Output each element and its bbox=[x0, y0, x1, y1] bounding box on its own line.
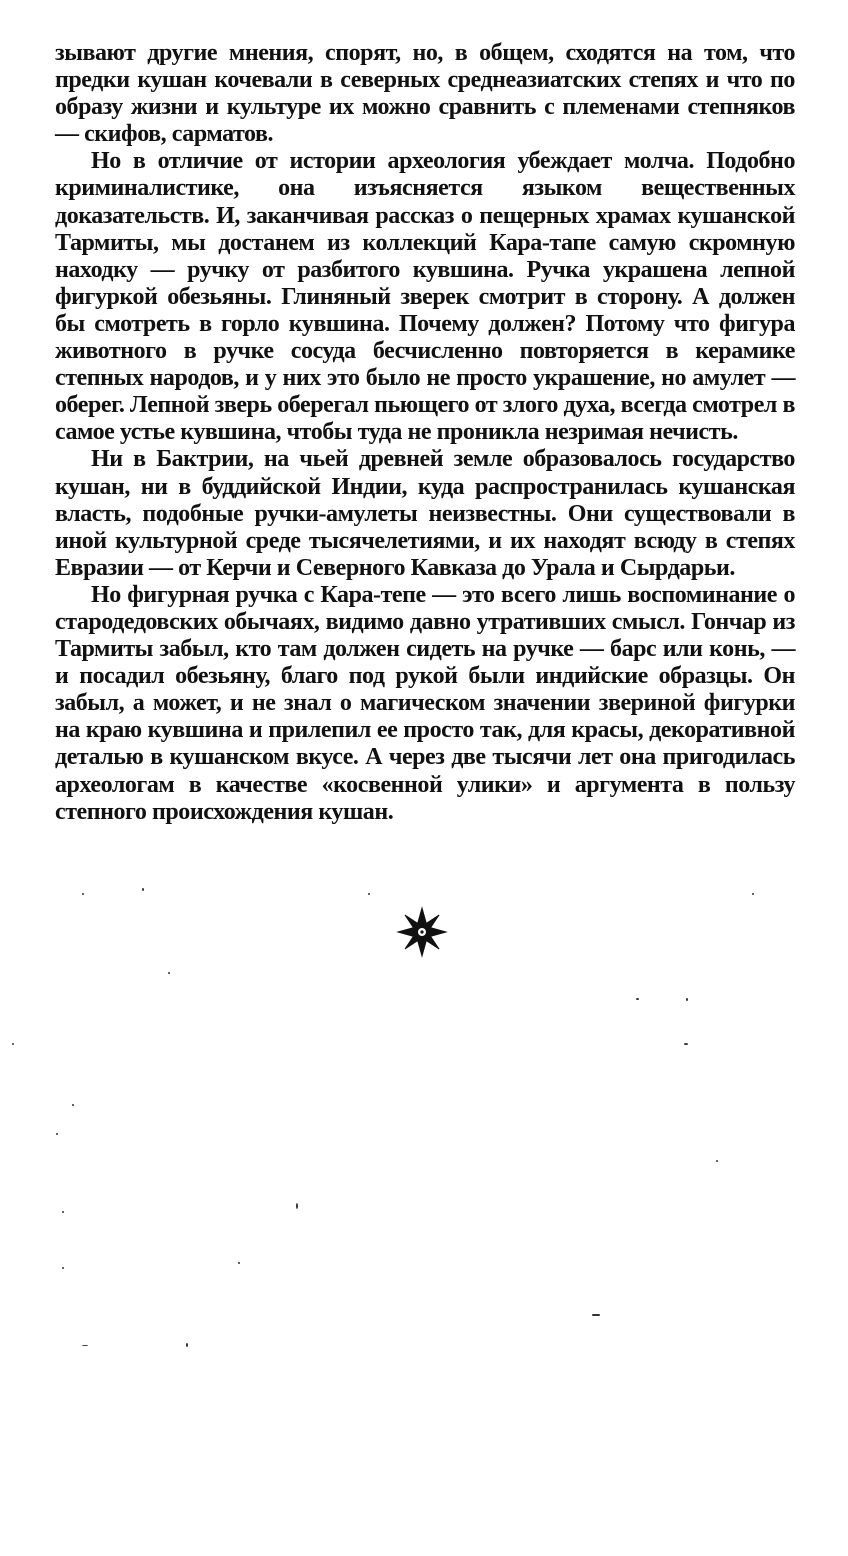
scan-speck bbox=[592, 1314, 600, 1316]
scan-speck bbox=[56, 1133, 58, 1135]
scan-speck bbox=[142, 888, 144, 891]
eight-point-star-icon bbox=[396, 906, 448, 958]
scan-speck bbox=[62, 1267, 64, 1269]
scan-speck bbox=[686, 998, 688, 1001]
scan-speck bbox=[368, 893, 370, 895]
body-text bbox=[55, 40, 795, 826]
scan-speck bbox=[684, 1043, 688, 1045]
scan-speck bbox=[186, 1343, 188, 1347]
paragraph-3: Ни в Бактрии, на чьей древней земле образовалось государство кушан, ни в буддийской Индии, куда распространилась кушанская власть, подобные ручки-амулеты неизвестны. Они существовали в иной культурной среде тысячелетиями, и их находят всюду в степях Евразии — от Керчи и Северного Кавказа до Урала и Сырдарьи. bbox=[55, 446, 795, 581]
paragraph-2: Но в отличие от истории археология убеждает молча. Подобно криминалистике, она изъясняется языком вещественных доказательств. И, заканчивая рассказ о пещерных храмах кушанской Тармиты, мы достанем из коллекций Кара-тапе самую скромную находку — ручку от разбитого кувшина. Ручка украшена лепной фигуркой обезьяны. Глиняный зверек смотрит в сторону. А должен бы смотреть в горло кувшина. Почему должен? Потому что фигура животного в ручке сосуда бесчисленно повторяется в керамике степных народов, и у них это было не просто украшение, но амулет — оберег. Лепной зверь оберегал пьющего от злого духа, всегда смотрел в самое устье кувшина, чтобы туда не проникла незримая нечисть. bbox=[55, 148, 795, 446]
scan-speck bbox=[238, 1262, 240, 1264]
paragraph-4: Но фигурная ручка с Кара-тепе — это всего лишь воспоминание о стародедовских обычаях, видимо давно утративших смысл. Гончар из Тармиты забыл, кто там должен сидеть на ручке — барс или конь, — и посадил обезьяну, благо под рукой были индийские образцы. Он забыл, а может, и не знал о магическом значении звериной фигурки на краю кувшина и прилепил ее просто так, для красы, декоративной деталью в кушанском вкусе. А через две тысячи лет она пригодилась археологам в качестве «косвенной улики» и аргумента в пользу степного происхождения кушан. bbox=[55, 581, 795, 825]
scan-speck bbox=[82, 893, 84, 895]
paragraph-1: зывают другие мнения, спорят, но, в общем, сходятся на том, что предки кушан кочевали в северных среднеазиатских степях и что по образу жизни и культуре их можно сравнить с племенами степняков — скифов, сарматов. bbox=[55, 40, 795, 148]
scan-speck bbox=[716, 1160, 718, 1162]
scan-speck bbox=[636, 998, 639, 1000]
scan-speck bbox=[62, 1211, 64, 1213]
scan-speck bbox=[82, 1345, 88, 1346]
scan-speck bbox=[12, 1043, 14, 1045]
scan-speck bbox=[168, 972, 170, 974]
scan-speck bbox=[72, 1104, 74, 1106]
scan-speck bbox=[296, 1203, 298, 1209]
scan-speck bbox=[752, 893, 754, 895]
